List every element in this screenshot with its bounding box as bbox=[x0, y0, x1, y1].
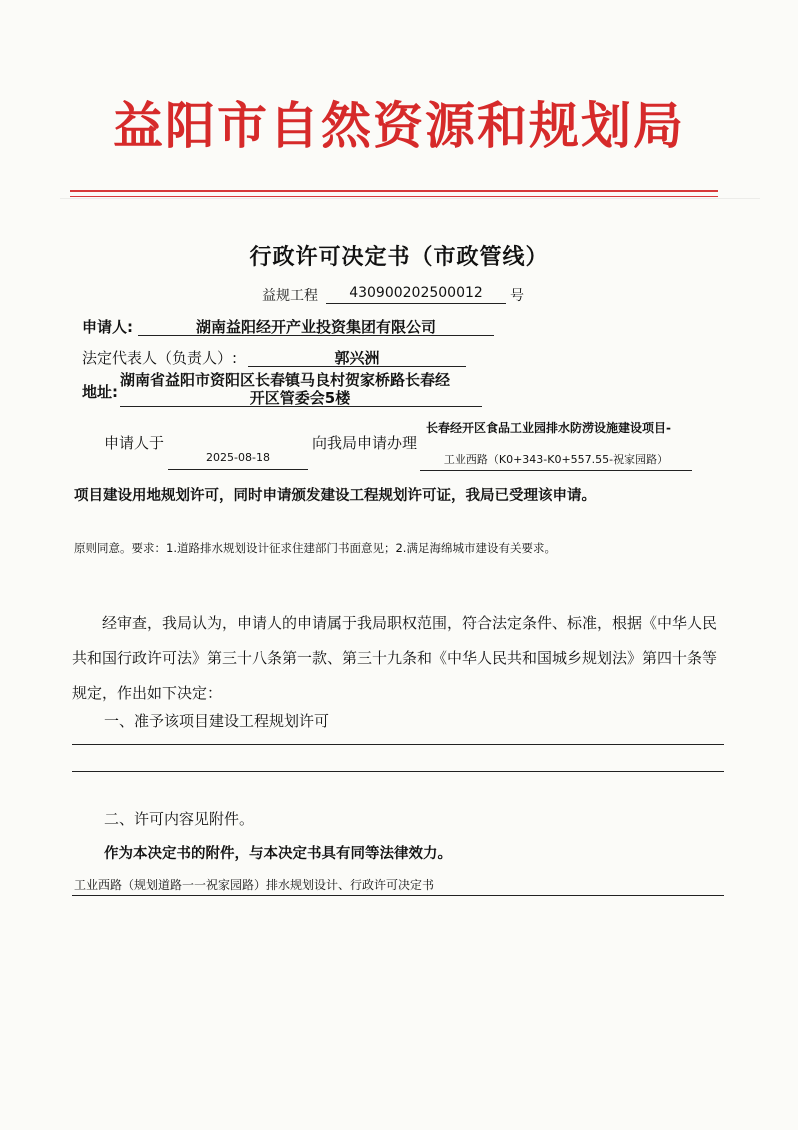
attachment-note: 作为本决定书的附件，与本决定书具有同等法律效力。 bbox=[104, 846, 452, 862]
decision-item-2: 二、许可内容见附件。 bbox=[104, 810, 255, 828]
applicant-value: 湖南益阳经开产业投资集团有限公司 bbox=[195, 318, 436, 336]
agency-letterhead: 益阳市自然资源和规划局 bbox=[113, 97, 685, 155]
review-paragraph bbox=[72, 606, 722, 711]
attachment-title: 工业西路（规划道路一一祝家园路）排水规划设计、行政许可决定书 bbox=[74, 878, 435, 892]
applicant-underline bbox=[138, 335, 494, 336]
application-prefix: 申请人于 bbox=[104, 434, 165, 452]
address-label: 地址: bbox=[82, 383, 118, 401]
legal-rep-value: 郭兴洲 bbox=[334, 349, 380, 367]
project-name-line-2: 工业西路（K0+343-K0+557.55-祝家园路） bbox=[443, 453, 669, 466]
attachment-underline bbox=[72, 895, 724, 896]
applicant-label: 申请人: bbox=[82, 318, 133, 336]
application-date-underline bbox=[168, 469, 308, 470]
legal-rep-underline bbox=[248, 366, 466, 367]
decision-blank-line-2 bbox=[72, 771, 724, 772]
opinion-text: 原则同意。要求：1.道路排水规划设计征求住建部门书面意见；2.满足海绵城市建设有关要求。 bbox=[74, 541, 556, 555]
address-underline bbox=[120, 406, 482, 407]
decision-item-1: 一、准予该项目建设工程规划许可 bbox=[104, 712, 330, 730]
letterhead-rule-bottom bbox=[70, 196, 718, 197]
doc-number-underline bbox=[326, 303, 506, 304]
legal-rep-label: 法定代表人（负责人）: bbox=[82, 349, 238, 367]
application-rest: 项目建设用地规划许可，同时申请颁发建设工程规划许可证，我局已受理该申请。 bbox=[74, 488, 596, 504]
letterhead-rule-top bbox=[70, 190, 718, 192]
address-line-1: 湖南省益阳市资阳区长春镇马良村贺家桥路长春经 bbox=[120, 371, 451, 389]
application-date: 2025-08-18 bbox=[206, 451, 270, 464]
doc-number-value: 430900202500012 bbox=[349, 285, 483, 301]
application-middle: 向我局申请办理 bbox=[312, 434, 418, 452]
doc-number-suffix: 号 bbox=[510, 288, 524, 304]
project-name-line-1: 长春经开区食品工业园排水防涝设施建设项目- bbox=[426, 421, 671, 435]
decision-blank-line-1 bbox=[72, 744, 724, 745]
document-title: 行政许可决定书（市政管线） bbox=[249, 245, 549, 270]
project-name-underline bbox=[420, 470, 692, 471]
address-line-2: 开区管委会5楼 bbox=[249, 389, 351, 407]
doc-number-prefix: 益规工程 bbox=[262, 288, 318, 304]
review-paragraph-text: 经审查，我局认为，申请人的申请属于我局职权范围，符合法定条件、标准，根据《中华人民共和国行政许可法》第三十八条第一款、第三十九条和《中华人民共和国城乡规划法》第四十条等规定，作出如下决定： bbox=[72, 614, 718, 702]
